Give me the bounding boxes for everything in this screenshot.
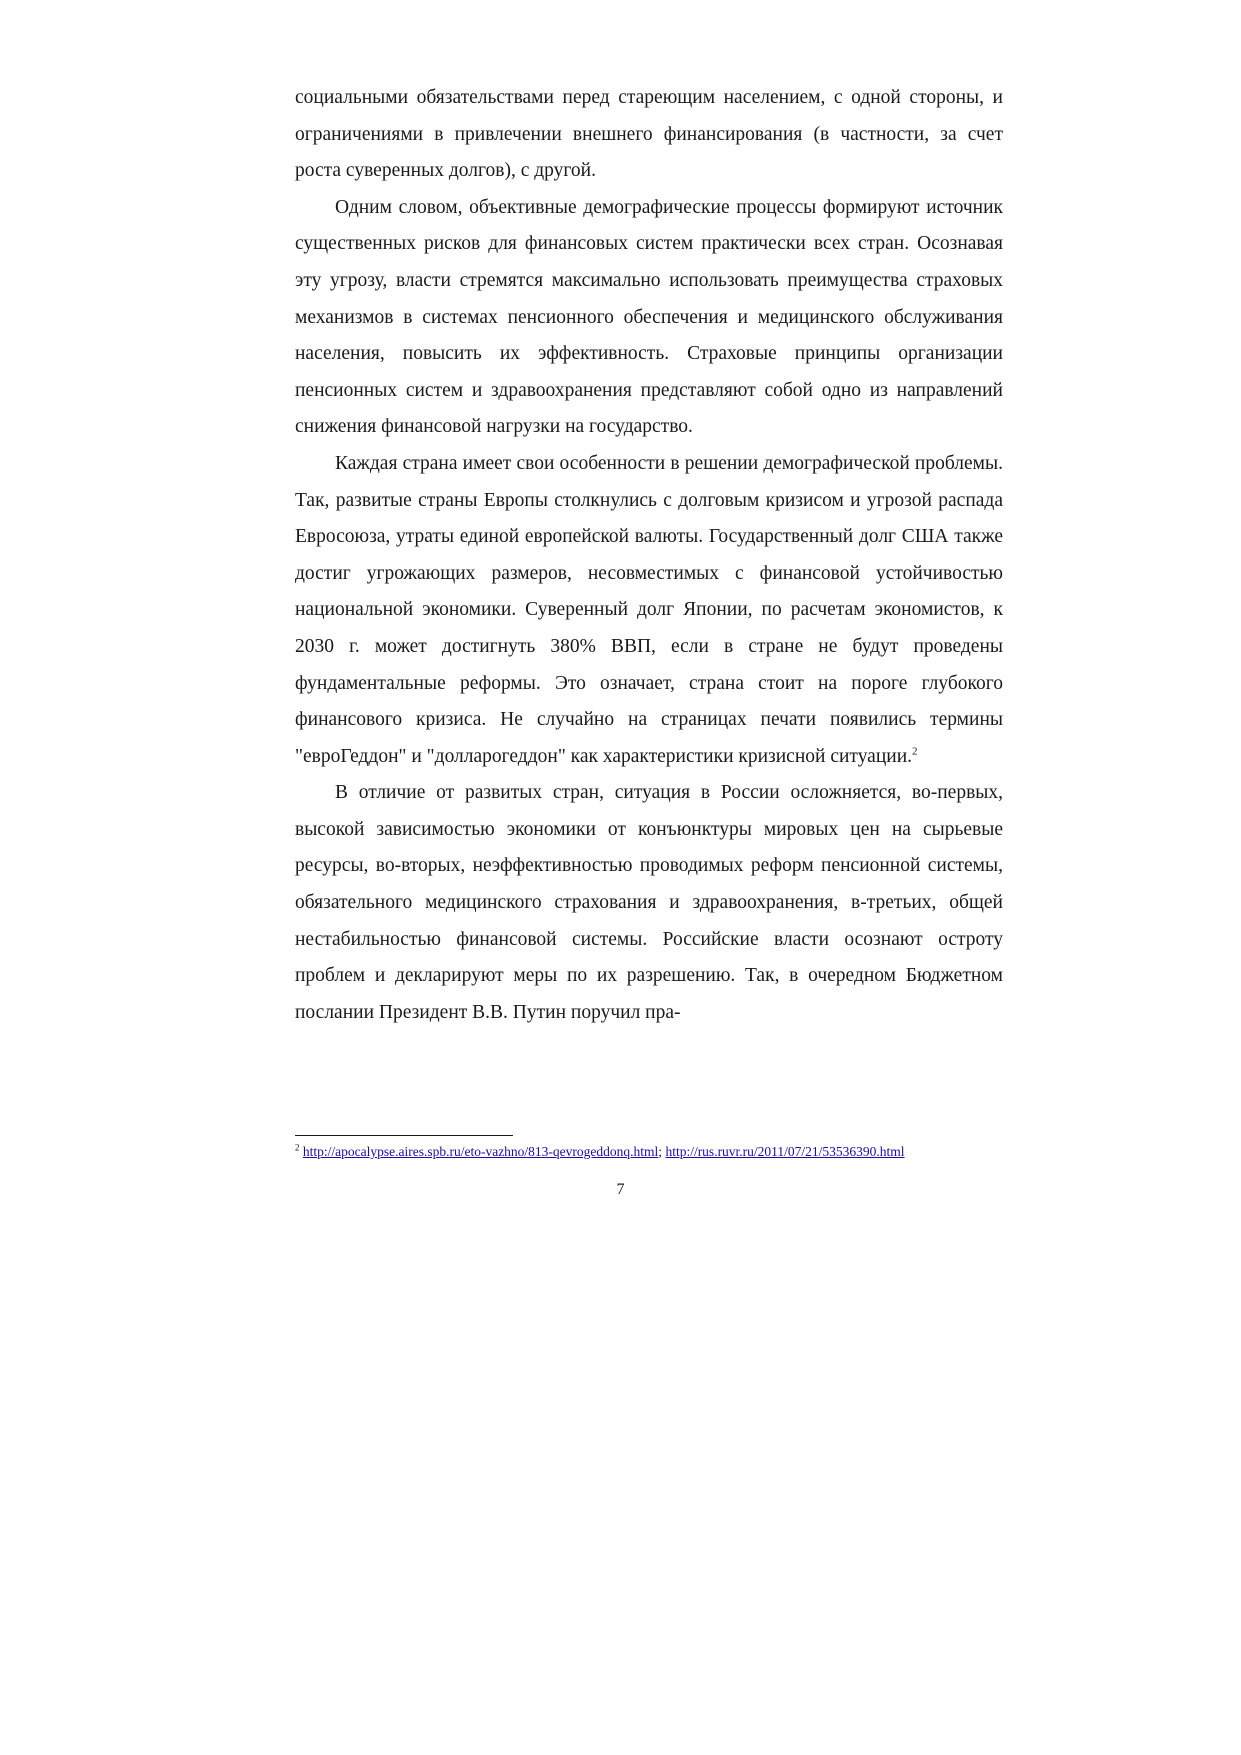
footnote-number: 2 (295, 1142, 300, 1153)
footnote-link-ruvr[interactable]: http://rus.ruvr.ru/2011/07/21/53536390.html (665, 1144, 905, 1159)
footnote-separator: ; (658, 1144, 663, 1159)
paragraph-3 (295, 446, 1003, 775)
paragraph-2 (295, 190, 1003, 446)
page-body (295, 80, 1003, 1031)
paragraph-2-text: Одним словом, объективные демографические процессы формируют источник существенных рисков для финансовых систем практически всех стран. Осознавая эту угрозу, власти стремятся максимально использовать преимущества страховых механизмов в системах пенсионного обеспечения и медицинского обслуживания населения, повысить их эффективность. Страховые принципы организации пенсионных систем и здравоохранения представляют собой одно из направлений снижения финансовой нагрузки на государство. (295, 196, 1003, 438)
page-number: 7 (616, 1181, 625, 1198)
paragraph-3-text: Каждая страна имеет свои особенности в решении демографической проблемы. Так, развитые страны Европы столкнулись с долговым кризисом и угрозой распада Евросоюза, утраты единой европейской валюты. Государственный долг США также достиг угрожающих размеров, несовместимых с финансовой устойчивостью национальной экономики. Суверенный долг Японии, по расчетам экономистов, к 2030 г. может достигнуть 380% ВВП, если в стране не будут проведены фундаментальные реформы. Это означает, страна стоит на пороге глубокого финансового кризиса. Не случайно на страницах печати появились термины "евроГеддон" и "долларогеддон" как характеристики кризисной ситуации. (295, 452, 1003, 767)
footnote-reference[interactable]: 2 (912, 745, 918, 758)
footnote-divider (295, 1135, 513, 1136)
paragraph-1-text: социальными обязательствами перед стареющим населением, с одной стороны, и ограничениями в привлечении внешнего финансирования (в частности, за счет роста суверенных долгов), с другой. (295, 87, 1003, 182)
footnote (295, 1143, 1003, 1161)
paragraph-4-text: В отличие от развитых стран, ситуация в России осложняется, во-первых, высокой зависимостью экономики от конъюнктуры мировых цен на сырьевые ресурсы, во-вторых, неэффективностью проводимых реформ пенсионной системы, обязательного медицинского страхования и здравоохранения, в-третьих, общей нестабильностью финансовой системы. Российские власти осознают остроту проблем и декларируют меры по их разрешению. Так, в очередном Бюджетном послании Президент В.В. Путин поручил пра- (295, 782, 1003, 1023)
paragraph-4 (295, 775, 1003, 1031)
paragraph-1 (295, 80, 1003, 190)
footnote-link-apocalypse[interactable]: http://apocalypse.aires.spb.ru/eto-vazhno/813-qevrogeddonq.html (302, 1144, 659, 1159)
